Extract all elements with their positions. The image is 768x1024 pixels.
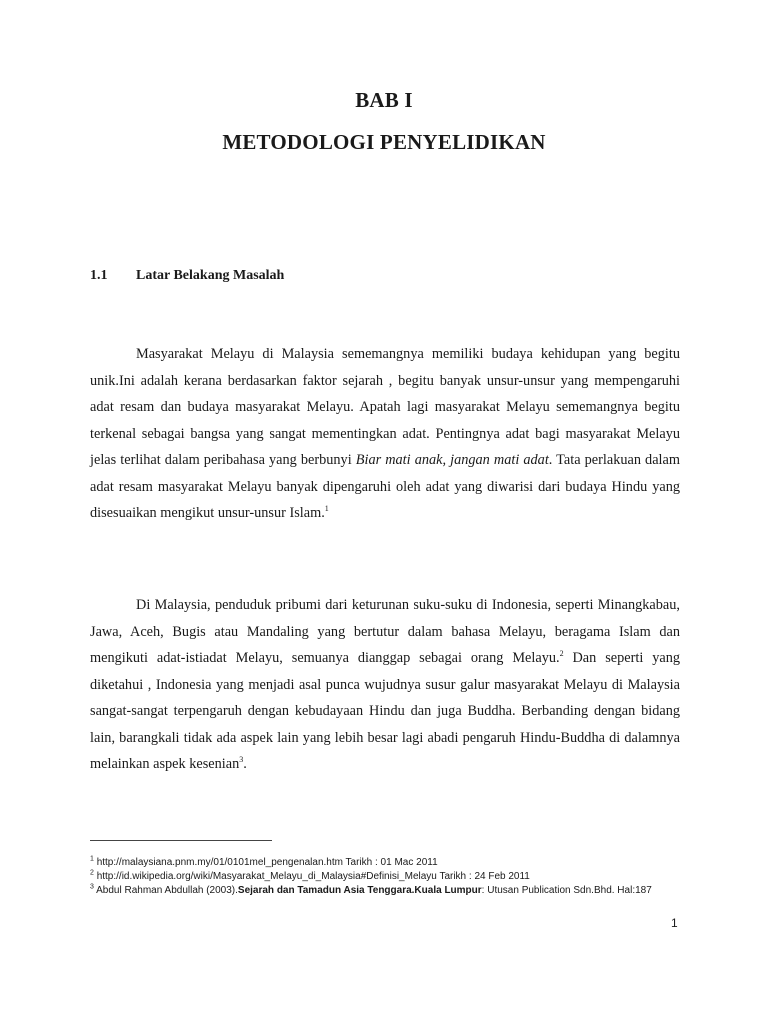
section-title: Latar Belakang Masalah: [136, 268, 285, 283]
footnote-3-number: 3: [90, 883, 94, 891]
section-heading: [90, 268, 284, 284]
footnote-2-number: 2: [90, 869, 94, 877]
footnote-3-publisher: : Utusan Publication Sdn.Bhd. Hal:187: [481, 885, 652, 896]
footnote-divider: [90, 840, 272, 841]
footnote-2: [90, 870, 700, 884]
para2-text-b: Dan seperti yang diketahui , Indonesia yang menjadi asal punca wujudnya susur galur masyarakat Melayu di Malaysia sangat-sangat terpengaruh dengan kebudayaan Hindu dan juga Buddha. Berbanding dengan bidang lain, barangkali tidak ada aspek lain yang lebih besar lagi abadi pengaruh Hindu-Buddha di dalamnya melainkan aspek kesenian: [90, 650, 680, 772]
para2-text-a: Di Malaysia, penduduk pribumi dari keturunan suku-suku di Indonesia, seperti Minangkabau, Jawa, Aceh, Bugis atau Mandaling yang bertutur dalam bahasa Melayu, beragama Islam dan mengikuti adat-istiadat Melayu, semuanya dianggap sebagai orang Melayu.: [90, 597, 680, 666]
footnote-2-text[interactable]: http://id.wikipedia.org/wiki/Masyarakat_Melayu_di_Malaysia#Definisi_Melayu Tarikh : 24 Feb 2011: [96, 871, 530, 882]
footnote-ref-2[interactable]: 2: [559, 649, 564, 659]
footnote-ref-1[interactable]: 1: [324, 504, 329, 514]
footnote-3: [90, 884, 700, 898]
para1-text-a: Masyarakat Melayu di Malaysia sememangnya memiliki budaya kehidupan yang begitu unik.Ini adalah kerana berdasarkan faktor sejarah , begitu banyak unsur-unsur yang mempengaruhi adat resam dan budaya masyarakat Melayu. Apatah lagi masyarakat Melayu sememangnya begitu terkenal sebagai bangsa yang sangat mementingkan adat. Pentingnya adat bagi masyarakat Melayu jelas terlihat dalam peribahasa yang berbunyi: [90, 346, 680, 468]
para1-text-b: . Tata perlakuan dalam adat resam masyarakat Melayu banyak dipengaruhi oleh adat yang diwarisi dari budaya Hindu yang disesuaikan mengikut unsur-unsur Islam.: [90, 452, 680, 521]
footnote-ref-3[interactable]: 3: [239, 755, 244, 765]
footnote-3-author: Abdul Rahman Abdullah (2003).: [96, 885, 238, 896]
paragraph-2: [90, 592, 680, 778]
footnote-1-text[interactable]: http://malaysiana.pnm.my/01/0101mel_pengenalan.htm Tarikh : 01 Mac 2011: [96, 857, 438, 868]
footnote-1-number: 1: [90, 855, 94, 863]
para1-proverb: Biar mati anak, jangan mati adat: [355, 452, 549, 468]
section-number: 1.1: [90, 268, 108, 283]
chapter-label: BAB I: [355, 88, 413, 112]
footnotes: [90, 856, 700, 898]
para2-text-c: .: [243, 756, 247, 772]
paragraph-1: [90, 341, 680, 527]
page-number: 1: [671, 916, 678, 930]
chapter-title: METODOLOGI PENYELIDIKAN: [222, 130, 546, 154]
footnote-1: [90, 856, 700, 870]
footnote-3-title: Sejarah dan Tamadun Asia Tenggara.Kuala Lumpur: [237, 885, 482, 896]
